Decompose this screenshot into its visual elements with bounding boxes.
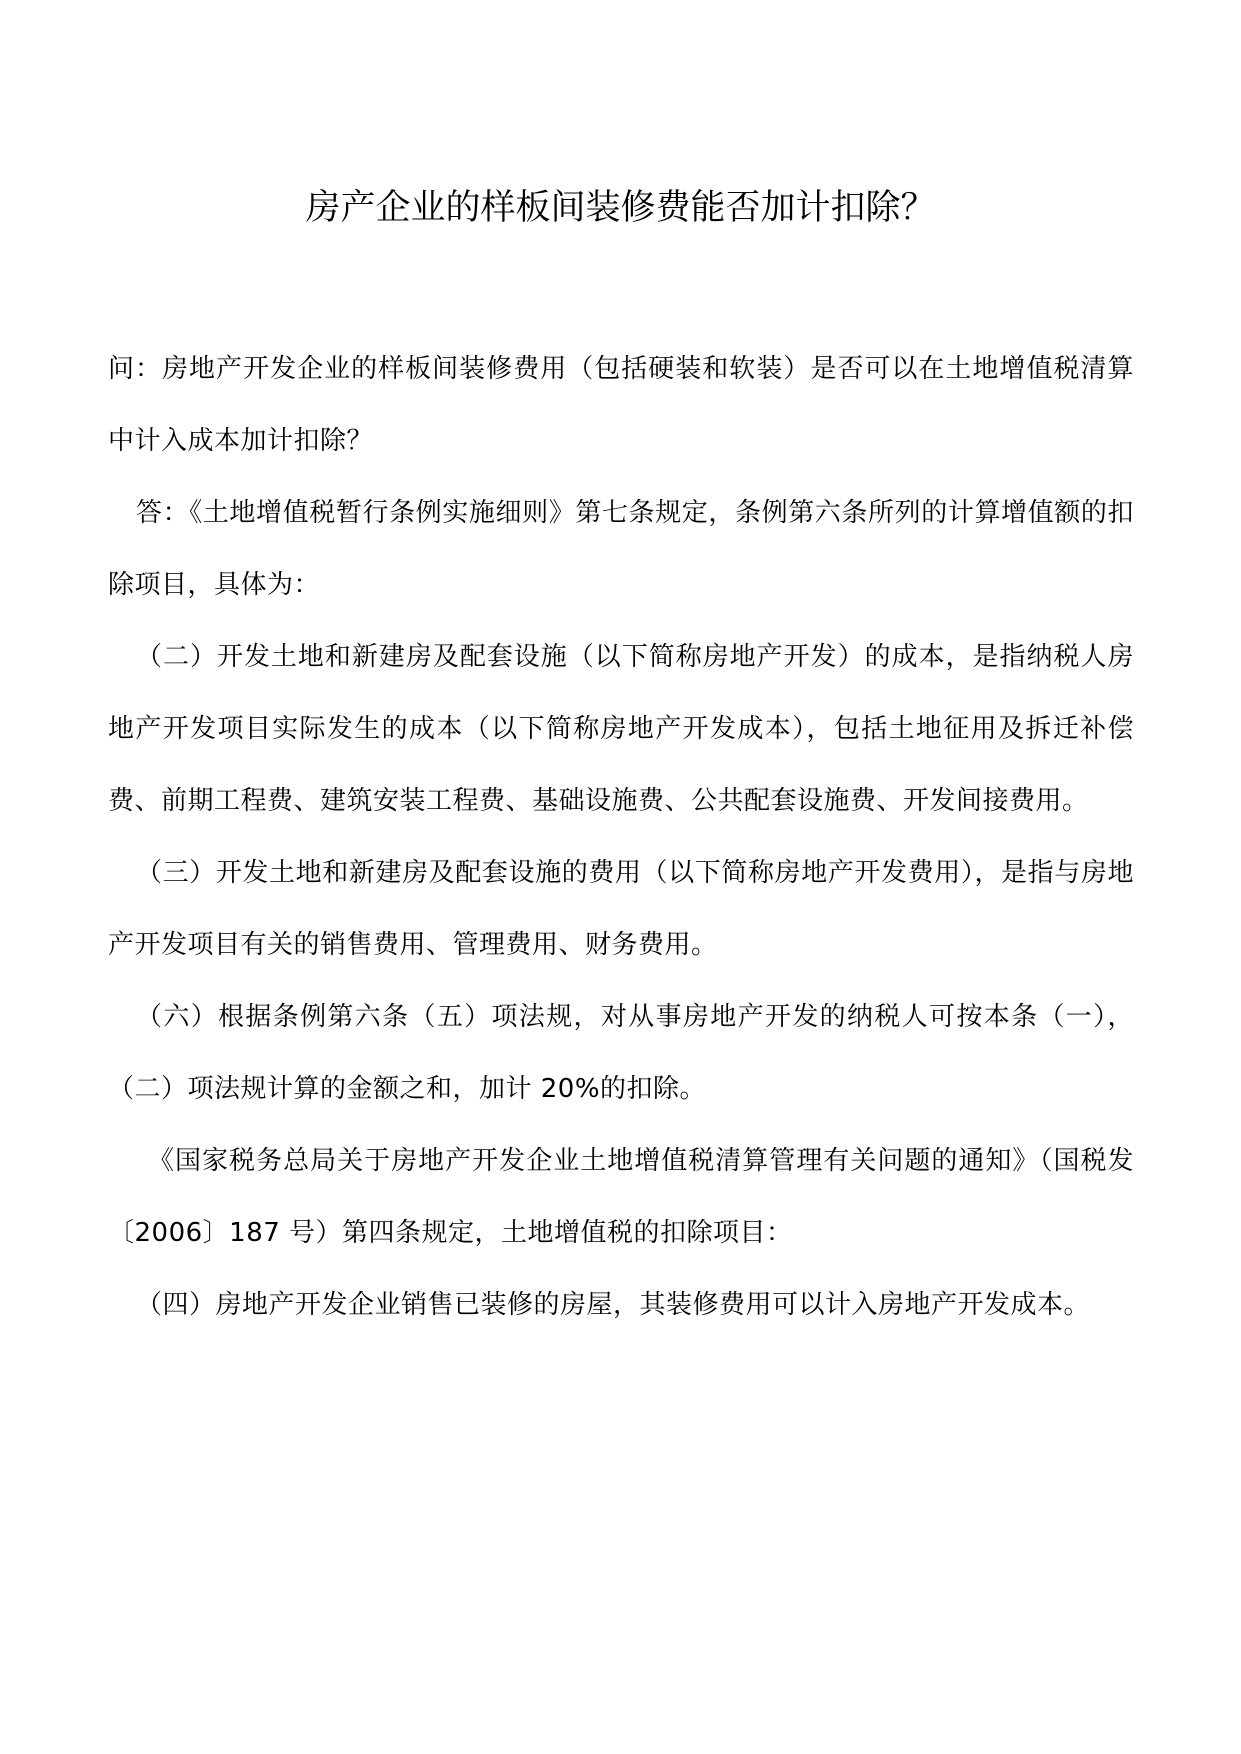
clause-3-paragraph: （三）开发土地和新建房及配套设施的费用（以下简称房地产开发费用），是指与房地产开发项目有关的销售费用、管理费用、财务费用。 <box>108 858 1134 960</box>
notice-citation-paragraph: 《国家税务总局关于房地产开发企业土地增值税清算管理有关问题的通知》（国税发〔2006〕187 号）第四条规定，土地增值税的扣除项目： <box>108 1146 1134 1248</box>
clause-6-paragraph: （六）根据条例第六条（五）项法规，对从事房地产开发的纳税人可按本条（一），（二）项法规计算的金额之和，加计 20%的扣除。 <box>108 1002 1134 1104</box>
clause-4-paragraph: （四）房地产开发企业销售已装修的房屋，其装修费用可以计入房地产开发成本。 <box>136 1290 1091 1320</box>
answer-paragraph: 答：《土地增值税暂行条例实施细则》第七条规定，条例第六条所列的计算增值额的扣除项目，具体为： <box>108 498 1134 600</box>
clause-2-paragraph: （二）开发土地和新建房及配套设施（以下简称房地产开发）的成本，是指纳税人房地产开发项目实际发生的成本（以下简称房地产开发成本），包括土地征用及拆迁补偿费、前期工程费、建筑安装工程费、基础设施费、公共配套设施费、开发间接费用。 <box>108 642 1134 816</box>
document-body <box>108 333 1134 1341</box>
document-title: 房产企业的样板间装修费能否加计扣除？ <box>305 188 936 229</box>
question-paragraph: 问：房地产开发企业的样板间装修费用（包括硬装和软装）是否可以在土地增值税清算中计入成本加计扣除？ <box>108 354 1134 456</box>
